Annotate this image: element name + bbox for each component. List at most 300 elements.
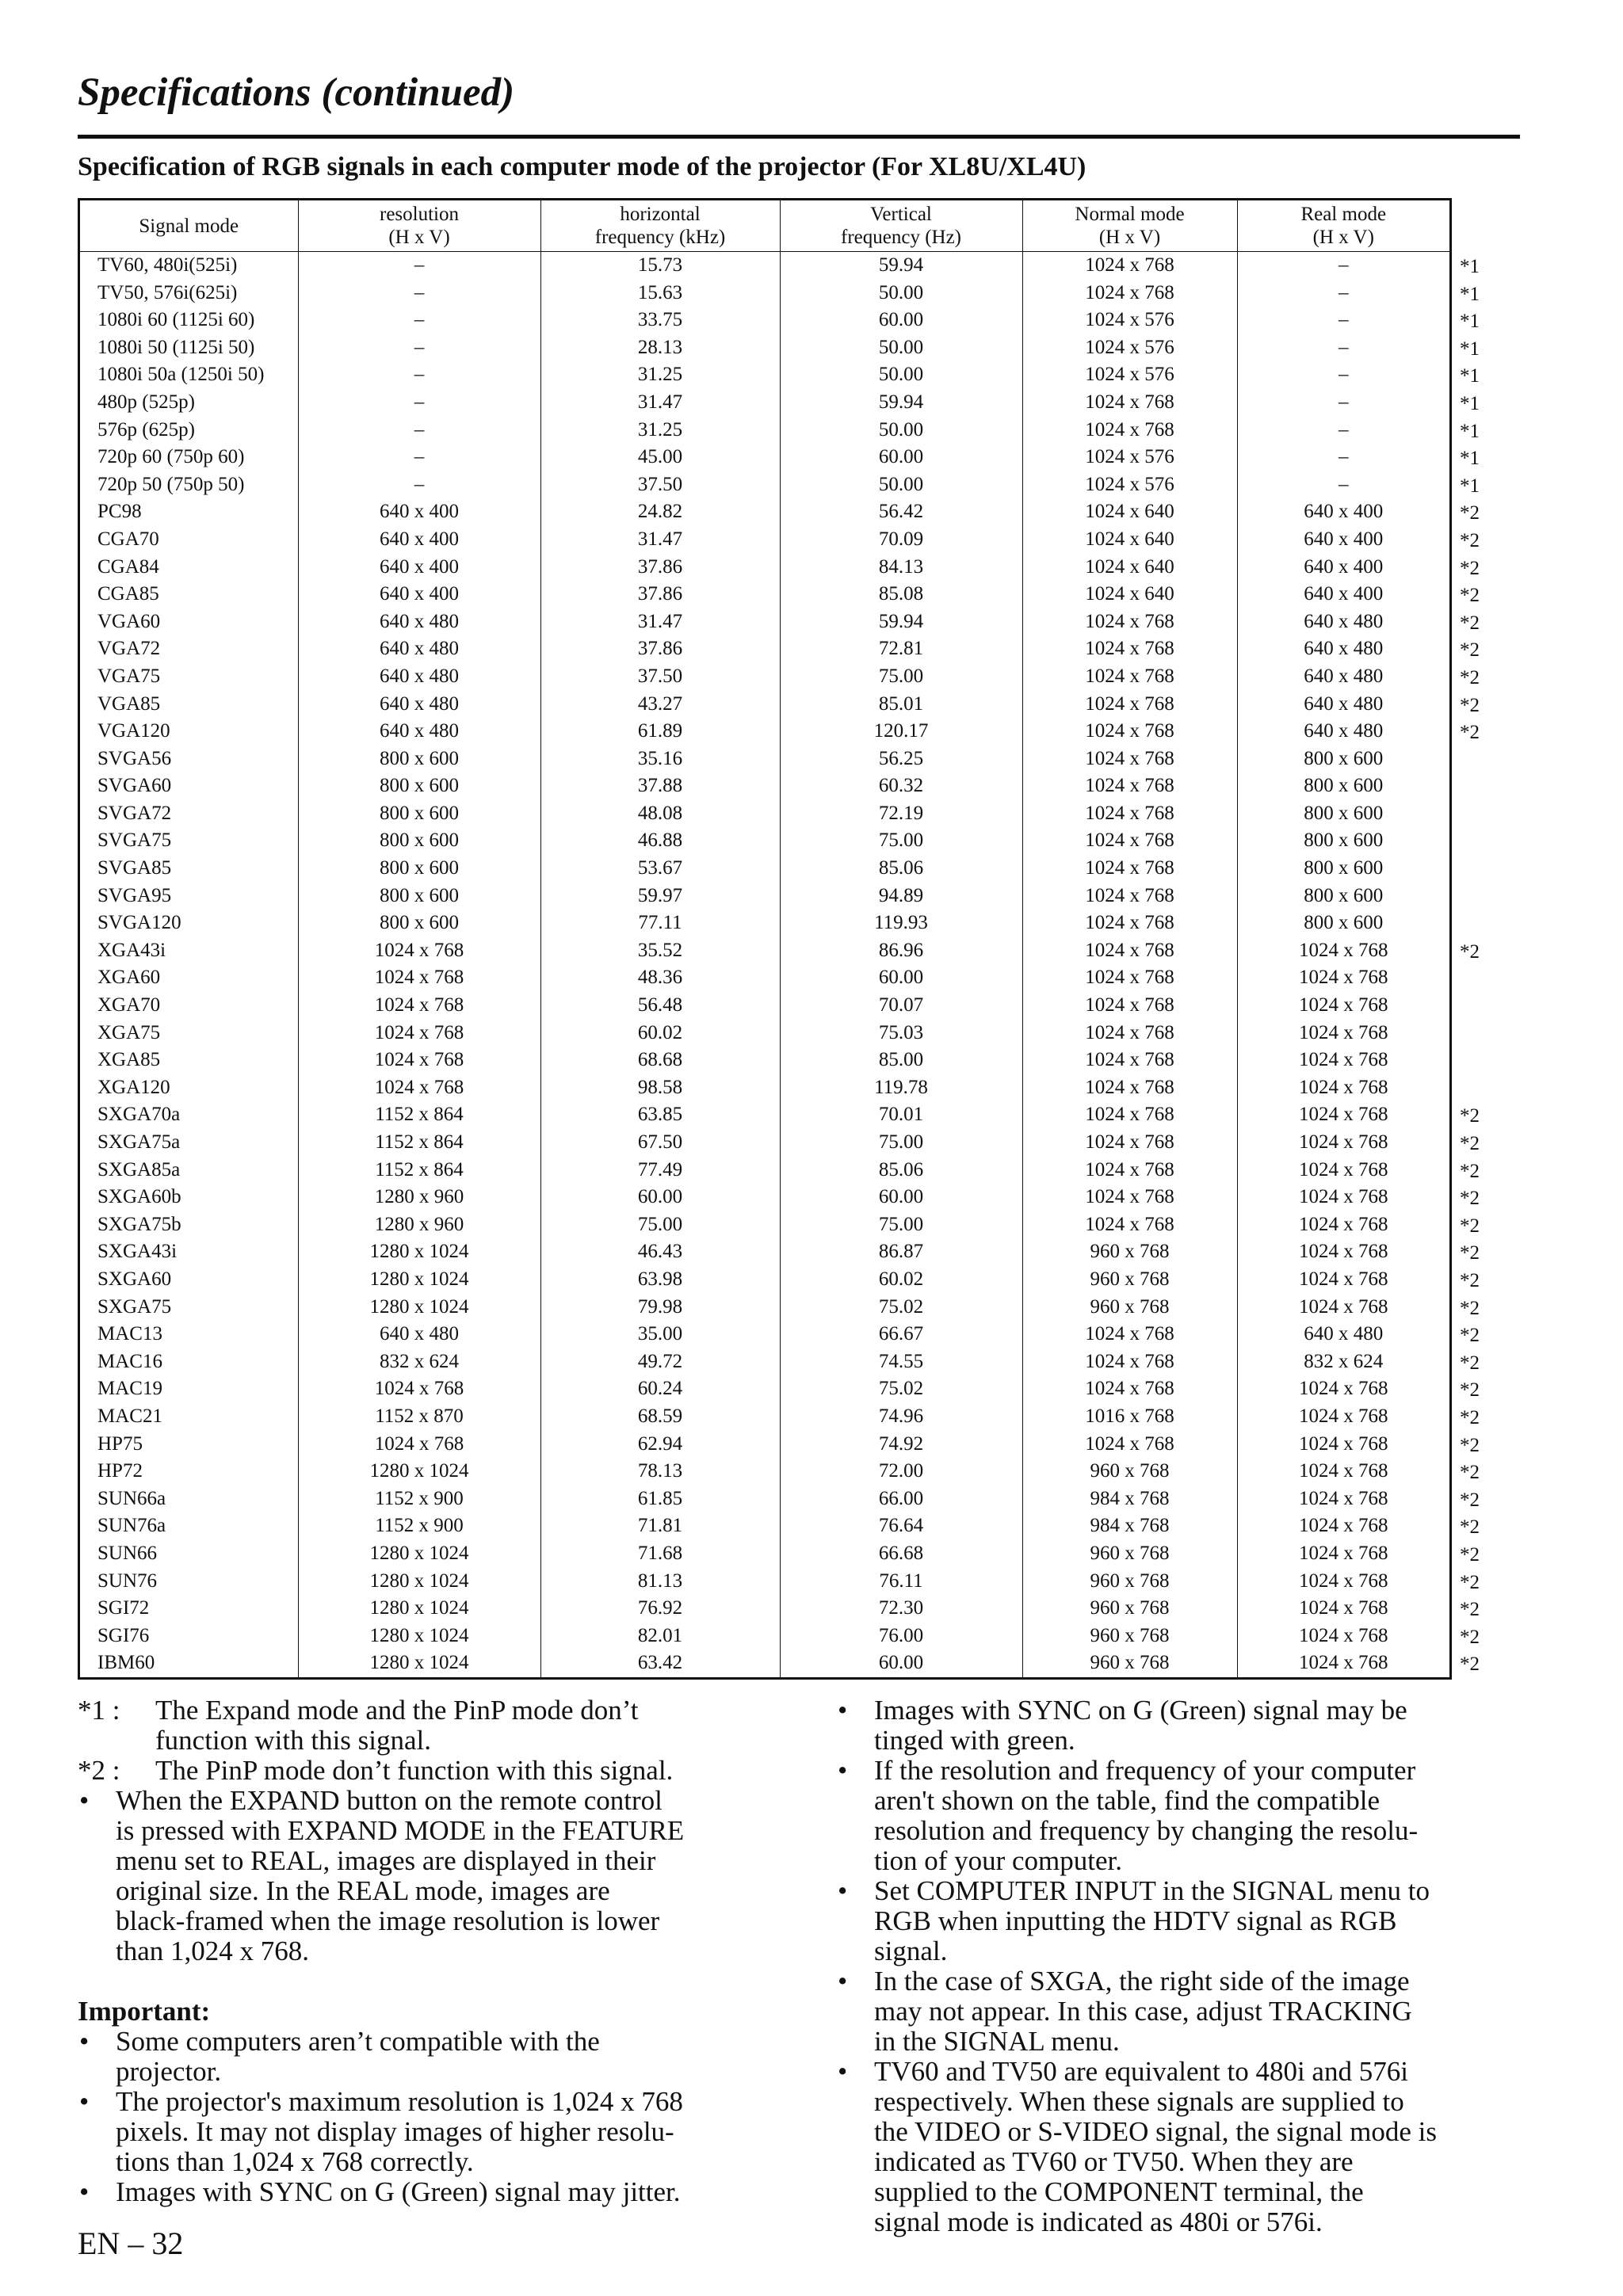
title-rule xyxy=(78,135,1520,139)
vfreq-cell: 50.00 xyxy=(780,280,1022,307)
normal-mode-cell: 1024 x 768 xyxy=(1022,718,1237,746)
table-row xyxy=(80,883,1449,910)
normal-mode-cell: 960 x 768 xyxy=(1022,1623,1237,1650)
real-mode-cell: 800 x 600 xyxy=(1304,912,1384,934)
vfreq-cell: 60.02 xyxy=(780,1266,1022,1294)
real-mode-cell: 1024 x 768 xyxy=(1299,1049,1388,1071)
resolution-cell: 1280 x 1024 xyxy=(298,1266,540,1294)
table-row xyxy=(80,1184,1449,1211)
vfreq-cell: 76.11 xyxy=(780,1568,1022,1596)
table-row xyxy=(80,1540,1449,1568)
resolution-cell: 800 x 600 xyxy=(298,855,540,883)
real-mode-cell: – xyxy=(1338,254,1349,276)
bullet: • xyxy=(838,1875,848,1906)
real-mode-cell: 1024 x 768 xyxy=(1299,1268,1388,1290)
table-row xyxy=(80,1512,1449,1540)
signal-mode-cell: SXGA60b xyxy=(80,1184,298,1211)
note-marker: *2 xyxy=(1460,1516,1480,1539)
resolution-cell: 800 x 600 xyxy=(298,800,540,828)
resolution-cell: 800 x 600 xyxy=(298,910,540,937)
hfreq-cell: 48.36 xyxy=(540,964,780,992)
signal-mode-cell: SXGA43i xyxy=(80,1238,298,1266)
real-mode-cell: 1024 x 768 xyxy=(1299,1131,1388,1153)
hfreq-cell: 35.00 xyxy=(540,1321,780,1348)
resolution-cell: 1280 x 1024 xyxy=(298,1650,540,1677)
table-row xyxy=(80,1294,1449,1322)
normal-mode-cell: 1024 x 768 xyxy=(1022,1184,1237,1211)
real-mode-cell: 640 x 480 xyxy=(1304,638,1384,660)
note-marker: *2 xyxy=(1460,1325,1480,1347)
resolution-cell: – xyxy=(298,307,540,334)
note-marker: *2 xyxy=(1460,722,1480,744)
normal-mode-cell: 960 x 768 xyxy=(1022,1238,1237,1266)
header-real-mode: Real mode (H x V) xyxy=(1237,200,1449,252)
notes-left xyxy=(78,1695,791,2207)
note-marker xyxy=(1460,966,1507,994)
note-marker: *2 xyxy=(1460,1352,1480,1374)
hfreq-cell: 71.81 xyxy=(540,1512,780,1540)
table-row xyxy=(80,1650,1449,1677)
resolution-cell: 640 x 480 xyxy=(298,608,540,636)
normal-mode-cell: 960 x 768 xyxy=(1022,1266,1237,1294)
note-marker: *2 xyxy=(1460,1133,1480,1154)
real-mode-cell: 1024 x 768 xyxy=(1299,1542,1388,1564)
real-mode-cell: 640 x 400 xyxy=(1304,528,1384,550)
table-row xyxy=(80,1348,1449,1376)
vfreq-cell: 59.94 xyxy=(780,389,1022,417)
normal-mode-cell: 1024 x 768 xyxy=(1022,1321,1237,1348)
note-marker: *2 xyxy=(1460,1489,1480,1511)
note-marker: *1 xyxy=(1460,283,1480,305)
table-row xyxy=(80,389,1449,417)
note-item: • In the case of SXGA, the right side of the image may not appear. In this case, adjust TRACKING in the SIGNAL menu. xyxy=(838,1966,1412,2057)
table-row xyxy=(80,800,1449,828)
resolution-cell: 1024 x 768 xyxy=(298,1020,540,1047)
vfreq-cell: 66.00 xyxy=(780,1486,1022,1513)
note-marker: *2 xyxy=(1460,1543,1480,1566)
resolution-cell: 1280 x 1024 xyxy=(298,1238,540,1266)
real-mode-cell: 800 x 600 xyxy=(1304,857,1384,879)
resolution-cell: 1152 x 864 xyxy=(298,1129,540,1157)
table-row xyxy=(80,718,1449,746)
note-marker xyxy=(1460,1021,1507,1049)
note-marker: *2 xyxy=(1460,1188,1480,1210)
note-marker: *2 xyxy=(1460,639,1480,662)
vfreq-cell: 94.89 xyxy=(780,883,1022,910)
note-marker: *2 xyxy=(1460,694,1480,716)
resolution-cell: 1280 x 1024 xyxy=(298,1294,540,1322)
hfreq-cell: 31.47 xyxy=(540,389,780,417)
resolution-cell: 1152 x 900 xyxy=(298,1486,540,1513)
vfreq-cell: 72.30 xyxy=(780,1595,1022,1623)
signal-mode-cell: 1080i 50a (1250i 50) xyxy=(80,361,298,389)
normal-mode-cell: 1024 x 768 xyxy=(1022,608,1237,636)
resolution-cell: 640 x 400 xyxy=(298,526,540,554)
important-item: • Some computers aren’t compatible with the projector. xyxy=(79,2026,600,2087)
vfreq-cell: 75.02 xyxy=(780,1375,1022,1403)
vfreq-cell: 50.00 xyxy=(780,361,1022,389)
bullet: • xyxy=(79,2086,90,2117)
resolution-cell: 1280 x 1024 xyxy=(298,1458,540,1486)
note-marker: *1 xyxy=(1460,448,1480,470)
table-row xyxy=(80,746,1449,773)
signal-mode-cell: HP75 xyxy=(80,1431,298,1459)
signal-mode-cell: XGA43i xyxy=(80,937,298,965)
normal-mode-cell: 1024 x 768 xyxy=(1022,1157,1237,1184)
table-row xyxy=(80,1403,1449,1431)
signal-mode-cell: XGA85 xyxy=(80,1047,298,1074)
note-marker xyxy=(1460,774,1507,802)
hfreq-cell: 53.67 xyxy=(540,855,780,883)
note-marker xyxy=(1460,802,1507,830)
signal-mode-cell: SUN76 xyxy=(80,1568,298,1596)
hfreq-cell: 43.27 xyxy=(540,691,780,719)
footnote-1-mark: *1 : xyxy=(78,1695,120,1726)
resolution-cell: 1280 x 1024 xyxy=(298,1623,540,1650)
resolution-cell: 800 x 600 xyxy=(298,746,540,773)
vfreq-cell: 50.00 xyxy=(780,417,1022,444)
important-item: • Images with SYNC on G (Green) signal may jitter. xyxy=(79,2176,681,2207)
resolution-cell: 640 x 400 xyxy=(298,581,540,608)
signal-mode-cell: SUN66a xyxy=(80,1486,298,1513)
hfreq-cell: 24.82 xyxy=(540,498,780,526)
hfreq-cell: 71.68 xyxy=(540,1540,780,1568)
bullet: • xyxy=(838,1966,848,1997)
important-label: Important: xyxy=(78,1996,211,2027)
vfreq-cell: 60.00 xyxy=(780,1650,1022,1677)
footnote-1: *1 : The Expand mode and the PinP mode don’t function with this signal. xyxy=(78,1695,639,1756)
table-row xyxy=(80,937,1449,965)
signal-mode-cell: 480p (525p) xyxy=(80,389,298,417)
normal-mode-cell: 1024 x 768 xyxy=(1022,1375,1237,1403)
normal-mode-cell: 984 x 768 xyxy=(1022,1486,1237,1513)
normal-mode-cell: 1024 x 640 xyxy=(1022,554,1237,582)
signal-mode-cell: CGA70 xyxy=(80,526,298,554)
table-row xyxy=(80,992,1449,1020)
real-mode-cell: 1024 x 768 xyxy=(1299,1021,1388,1043)
vfreq-cell: 86.87 xyxy=(780,1238,1022,1266)
normal-mode-cell: 984 x 768 xyxy=(1022,1512,1237,1540)
resolution-cell: – xyxy=(298,389,540,417)
table-row xyxy=(80,608,1449,636)
note-marker: *2 xyxy=(1460,1571,1480,1593)
signal-mode-cell: CGA85 xyxy=(80,581,298,608)
normal-mode-cell: 1016 x 768 xyxy=(1022,1403,1237,1431)
real-mode-cell: 640 x 480 xyxy=(1304,665,1384,687)
signal-mode-cell: HP72 xyxy=(80,1458,298,1486)
real-mode-cell: 800 x 600 xyxy=(1304,802,1384,824)
hfreq-cell: 46.43 xyxy=(540,1238,780,1266)
table-row xyxy=(80,417,1449,444)
hfreq-cell: 60.00 xyxy=(540,1184,780,1211)
hfreq-cell: 45.00 xyxy=(540,444,780,471)
resolution-cell: 832 x 624 xyxy=(298,1348,540,1376)
normal-mode-cell: 1024 x 640 xyxy=(1022,498,1237,526)
table-row xyxy=(80,1020,1449,1047)
note-marker: *2 xyxy=(1460,1599,1480,1621)
section-heading: Specification of RGB signals in each computer mode of the projector (For XL8U/XL4U) xyxy=(78,152,1086,181)
signal-mode-cell: PC98 xyxy=(80,498,298,526)
resolution-cell: 1152 x 864 xyxy=(298,1101,540,1129)
resolution-cell: 1152 x 864 xyxy=(298,1157,540,1184)
signal-mode-cell: SVGA95 xyxy=(80,883,298,910)
hfreq-cell: 15.73 xyxy=(540,252,780,280)
hfreq-cell: 49.72 xyxy=(540,1348,780,1376)
note-marker: *2 xyxy=(1460,1626,1480,1648)
vfreq-cell: 85.08 xyxy=(780,581,1022,608)
signal-mode-cell: SXGA75 xyxy=(80,1294,298,1322)
hfreq-cell: 31.25 xyxy=(540,417,780,444)
real-mode-cell: 1024 x 768 xyxy=(1299,1624,1388,1646)
vfreq-cell: 59.94 xyxy=(780,252,1022,280)
hfreq-cell: 63.98 xyxy=(540,1266,780,1294)
hfreq-cell: 98.58 xyxy=(540,1074,780,1102)
resolution-cell: – xyxy=(298,417,540,444)
note-marker: *1 xyxy=(1460,311,1480,333)
note-marker: *2 xyxy=(1460,529,1480,551)
resolution-cell: 1280 x 960 xyxy=(298,1211,540,1239)
signal-mode-cell: 1080i 50 (1125i 50) xyxy=(80,334,298,362)
normal-mode-cell: 1024 x 640 xyxy=(1022,581,1237,608)
note-marker: *2 xyxy=(1460,585,1480,607)
hfreq-cell: 75.00 xyxy=(540,1211,780,1239)
normal-mode-cell: 1024 x 768 xyxy=(1022,746,1237,773)
hfreq-cell: 37.50 xyxy=(540,663,780,691)
signal-mode-cell: 576p (625p) xyxy=(80,417,298,444)
hfreq-cell: 79.98 xyxy=(540,1294,780,1322)
note-item: • Images with SYNC on G (Green) signal may be tinged with green. xyxy=(838,1695,1407,1756)
signal-mode-cell: VGA60 xyxy=(80,608,298,636)
hfreq-cell: 33.75 xyxy=(540,307,780,334)
resolution-cell: 800 x 600 xyxy=(298,827,540,855)
vfreq-cell: 85.06 xyxy=(780,855,1022,883)
normal-mode-cell: 1024 x 768 xyxy=(1022,389,1237,417)
resolution-cell: 1024 x 768 xyxy=(298,937,540,965)
table-row xyxy=(80,855,1449,883)
hfreq-cell: 35.52 xyxy=(540,937,780,965)
note-marker: *1 xyxy=(1460,338,1480,360)
resolution-cell: 1152 x 900 xyxy=(298,1512,540,1540)
hfreq-cell: 48.08 xyxy=(540,800,780,828)
normal-mode-cell: 1024 x 768 xyxy=(1022,691,1237,719)
hfreq-cell: 61.89 xyxy=(540,718,780,746)
note-marker xyxy=(1460,856,1507,884)
vfreq-cell: 59.94 xyxy=(780,608,1022,636)
bullet: • xyxy=(838,1695,848,1726)
signal-table xyxy=(80,200,1449,1677)
note-marker xyxy=(1460,911,1507,939)
normal-mode-cell: 1024 x 768 xyxy=(1022,1211,1237,1239)
real-mode-cell: 1024 x 768 xyxy=(1299,939,1388,961)
signal-mode-cell: CGA84 xyxy=(80,554,298,582)
table-row xyxy=(80,1157,1449,1184)
vfreq-cell: 119.78 xyxy=(780,1074,1022,1102)
signal-mode-cell: SXGA75b xyxy=(80,1211,298,1239)
note-marker: *2 xyxy=(1460,1406,1480,1428)
real-mode-cell: – xyxy=(1338,336,1349,358)
real-mode-cell: 800 x 600 xyxy=(1304,830,1384,852)
note-marker: *2 xyxy=(1460,1215,1480,1237)
resolution-cell: 640 x 480 xyxy=(298,718,540,746)
bullet: • xyxy=(838,1755,848,1786)
normal-mode-cell: 1024 x 768 xyxy=(1022,772,1237,800)
table-row xyxy=(80,1211,1449,1239)
vfreq-cell: 74.92 xyxy=(780,1431,1022,1459)
signal-mode-cell: MAC19 xyxy=(80,1375,298,1403)
vfreq-cell: 119.93 xyxy=(780,910,1022,937)
real-mode-cell: 1024 x 768 xyxy=(1299,1378,1388,1400)
normal-mode-cell: 960 x 768 xyxy=(1022,1568,1237,1596)
signal-mode-cell: MAC16 xyxy=(80,1348,298,1376)
resolution-cell: 1024 x 768 xyxy=(298,992,540,1020)
note-marker: *2 xyxy=(1460,666,1480,688)
normal-mode-cell: 1024 x 768 xyxy=(1022,280,1237,307)
table-row xyxy=(80,1458,1449,1486)
signal-mode-cell: 1080i 60 (1125i 60) xyxy=(80,307,298,334)
signal-mode-cell: SXGA85a xyxy=(80,1157,298,1184)
resolution-cell: – xyxy=(298,252,540,280)
resolution-cell: 640 x 480 xyxy=(298,663,540,691)
hfreq-cell: 46.88 xyxy=(540,827,780,855)
hfreq-cell: 61.85 xyxy=(540,1486,780,1513)
note-item: • Set COMPUTER INPUT in the SIGNAL menu to RGB when inputting the HDTV signal as RGB signal. xyxy=(838,1875,1430,1966)
real-mode-cell: 1024 x 768 xyxy=(1299,1460,1388,1482)
footnote-2-mark: *2 : xyxy=(78,1755,120,1786)
resolution-cell: 800 x 600 xyxy=(298,883,540,910)
vfreq-cell: 70.01 xyxy=(780,1101,1022,1129)
real-mode-cell: – xyxy=(1338,281,1349,303)
signal-mode-cell: IBM60 xyxy=(80,1650,298,1677)
vfreq-cell: 60.00 xyxy=(780,444,1022,471)
notes-right xyxy=(836,1695,1526,2237)
real-mode-cell: 800 x 600 xyxy=(1304,775,1384,797)
note-marker xyxy=(1460,747,1507,775)
resolution-cell: 1024 x 768 xyxy=(298,1047,540,1074)
hfreq-cell: 35.16 xyxy=(540,746,780,773)
note-marker: *2 xyxy=(1460,502,1480,524)
table-row xyxy=(80,1074,1449,1102)
table-row xyxy=(80,1047,1449,1074)
normal-mode-cell: 1024 x 768 xyxy=(1022,1431,1237,1459)
hfreq-cell: 60.24 xyxy=(540,1375,780,1403)
vfreq-cell: 85.01 xyxy=(780,691,1022,719)
real-mode-cell: 1024 x 768 xyxy=(1299,994,1388,1016)
real-mode-cell: 1024 x 768 xyxy=(1299,1186,1388,1208)
hfreq-cell: 15.63 xyxy=(540,280,780,307)
signal-mode-cell: SGI72 xyxy=(80,1595,298,1623)
note-marker xyxy=(1460,884,1507,912)
real-mode-cell: 640 x 400 xyxy=(1304,501,1384,523)
signal-mode-cell: SXGA60 xyxy=(80,1266,298,1294)
vfreq-cell: 56.25 xyxy=(780,746,1022,773)
vfreq-cell: 66.67 xyxy=(780,1321,1022,1348)
note-marker xyxy=(1460,1048,1507,1076)
table-row xyxy=(80,252,1449,280)
resolution-cell: 1280 x 1024 xyxy=(298,1595,540,1623)
note-marker: *1 xyxy=(1460,420,1480,442)
hfreq-cell: 31.47 xyxy=(540,526,780,554)
note-marker xyxy=(1460,994,1507,1021)
signal-mode-cell: VGA72 xyxy=(80,635,298,663)
signal-mode-cell: VGA75 xyxy=(80,663,298,691)
note-marker: *2 xyxy=(1460,940,1480,963)
real-mode-cell: 800 x 600 xyxy=(1304,747,1384,769)
page-title: Specifications (continued) xyxy=(78,71,515,115)
real-mode-cell: 640 x 400 xyxy=(1304,555,1384,578)
normal-mode-cell: 960 x 768 xyxy=(1022,1595,1237,1623)
vfreq-cell: 75.03 xyxy=(780,1020,1022,1047)
header-signal-mode: Signal mode xyxy=(80,200,298,252)
real-mode-cell: 1024 x 768 xyxy=(1299,1405,1388,1427)
bullet: • xyxy=(79,2026,90,2057)
signal-mode-cell: XGA60 xyxy=(80,964,298,992)
hfreq-cell: 37.88 xyxy=(540,772,780,800)
footnote-2: *2 : The PinP mode don’t function with this signal. xyxy=(78,1755,674,1786)
real-mode-cell: – xyxy=(1338,364,1349,386)
table-row xyxy=(80,1375,1449,1403)
header-normal-mode: Normal mode (H x V) xyxy=(1022,200,1237,252)
note-markers xyxy=(1460,254,1507,1679)
real-mode-cell: 1024 x 768 xyxy=(1299,1076,1388,1098)
vfreq-cell: 75.00 xyxy=(780,663,1022,691)
note-marker: *2 xyxy=(1460,1105,1480,1127)
note-marker: *1 xyxy=(1460,365,1480,387)
resolution-cell: – xyxy=(298,471,540,499)
vfreq-cell: 76.64 xyxy=(780,1512,1022,1540)
real-mode-cell: 640 x 480 xyxy=(1304,1323,1384,1345)
table-row xyxy=(80,526,1449,554)
vfreq-cell: 75.02 xyxy=(780,1294,1022,1322)
table-row xyxy=(80,1431,1449,1459)
hfreq-cell: 76.92 xyxy=(540,1595,780,1623)
resolution-cell: 1280 x 1024 xyxy=(298,1540,540,1568)
real-mode-cell: 1024 x 768 xyxy=(1299,1158,1388,1180)
signal-mode-cell: SVGA60 xyxy=(80,772,298,800)
normal-mode-cell: 1024 x 768 xyxy=(1022,883,1237,910)
normal-mode-cell: 1024 x 768 xyxy=(1022,635,1237,663)
vfreq-cell: 60.00 xyxy=(780,307,1022,334)
vfreq-cell: 72.81 xyxy=(780,635,1022,663)
hfreq-cell: 37.50 xyxy=(540,471,780,499)
vfreq-cell: 86.96 xyxy=(780,937,1022,965)
table-row xyxy=(80,964,1449,992)
table-row xyxy=(80,827,1449,855)
rgb-signal-table xyxy=(78,198,1452,1680)
resolution-cell: – xyxy=(298,334,540,362)
note-marker: *2 xyxy=(1460,557,1480,579)
normal-mode-cell: 1024 x 768 xyxy=(1022,964,1237,992)
signal-mode-cell: XGA120 xyxy=(80,1074,298,1102)
vfreq-cell: 70.09 xyxy=(780,526,1022,554)
signal-mode-cell: SUN66 xyxy=(80,1540,298,1568)
note-marker xyxy=(1460,829,1507,856)
signal-mode-cell: SXGA75a xyxy=(80,1129,298,1157)
hfreq-cell: 63.85 xyxy=(540,1101,780,1129)
signal-mode-cell: TV50, 576i(625i) xyxy=(80,280,298,307)
note-marker: *2 xyxy=(1460,612,1480,634)
vfreq-cell: 56.42 xyxy=(780,498,1022,526)
vfreq-cell: 75.00 xyxy=(780,827,1022,855)
real-mode-cell: 1024 x 768 xyxy=(1299,1241,1388,1263)
table-row xyxy=(80,1486,1449,1513)
page-number: EN – 32 xyxy=(78,2225,184,2261)
signal-mode-cell: VGA120 xyxy=(80,718,298,746)
table-row xyxy=(80,635,1449,663)
normal-mode-cell: 960 x 768 xyxy=(1022,1458,1237,1486)
signal-mode-cell: SVGA120 xyxy=(80,910,298,937)
normal-mode-cell: 1024 x 640 xyxy=(1022,526,1237,554)
resolution-cell: 1024 x 768 xyxy=(298,1431,540,1459)
